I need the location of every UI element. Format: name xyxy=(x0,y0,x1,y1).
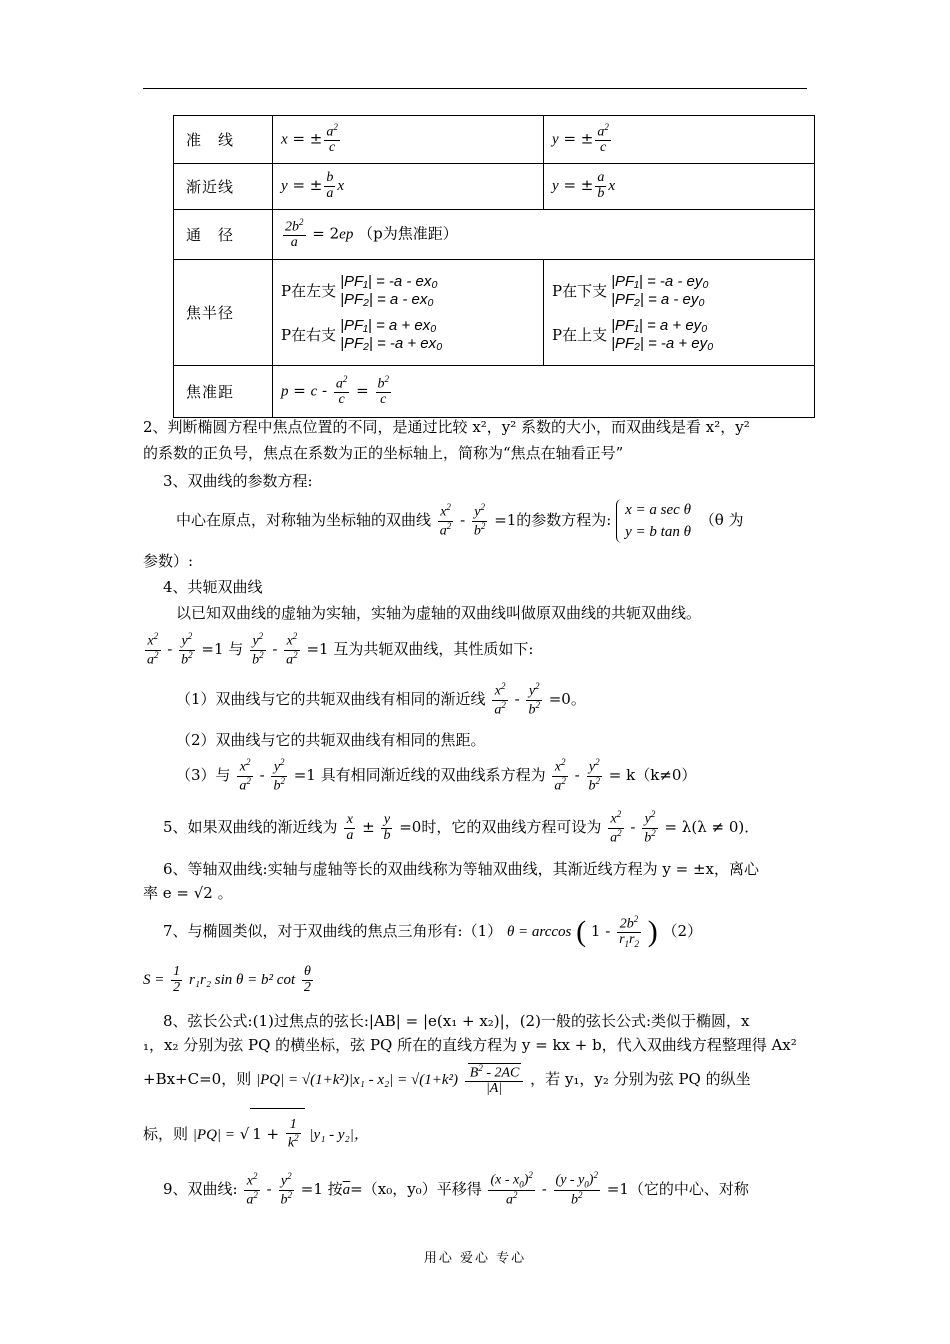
text: =1 具有相同渐近线的双曲线系方程为 xyxy=(293,766,546,784)
paragraph-4b: $\frac{x^2}{a^2}$ - $\frac{y^2}{b^2}$ =1 与 $\frac{y^2}{b^2}$ - $\frac{x^2}{a^2}$ =1 互为共轭双曲线，其性质如下: xyxy=(147,631,534,668)
paragraph-8c: +Bx+C=0，则 |PQ| = √(1+k²)|x₁ - x₂| = √(1+k²) $\frac{B^2 - 2AC}{|A|}$ ，若 y₁，y₂ 分别为弦 PQ 的纵坐 xyxy=(143,1062,751,1097)
vector-a: $\overline{a}$ xyxy=(342,1182,351,1198)
formula: |PF₂| = a - ex₀ xyxy=(340,290,434,308)
text: =1 与 xyxy=(201,640,244,658)
row-label: 焦准距 xyxy=(174,366,273,418)
table-row-latus-rectum xyxy=(174,210,815,260)
theta-formula: θ = arccos xyxy=(506,924,572,940)
directrix-left: x = ± $\frac{a^2}{c}$ xyxy=(273,116,544,164)
asymptote-right: y = ± $\frac{a}{b}$ x xyxy=(544,164,815,210)
param-x: x = a sec θ xyxy=(625,502,691,518)
table-row-focal-directrix xyxy=(174,366,815,418)
paragraph-8a: 8、弦长公式:(1)过焦点的弦长:|AB| = |e(x₁ + x₂)|，(2)一般的弦长公式:类似于椭圆，x xyxy=(163,1012,750,1030)
row-label: 焦半径 xyxy=(174,260,273,366)
text: = λ(λ ≠ 0)． xyxy=(664,818,760,836)
text: =0。 xyxy=(548,690,586,708)
table-row-asymptote xyxy=(174,164,815,210)
text: 5、如果双曲线的渐近线为 xyxy=(163,818,338,836)
param-y: y = b tan θ xyxy=(625,524,691,540)
text: =0时，它的双曲线方程可设为 xyxy=(399,818,602,836)
text: =1 按 xyxy=(300,1180,343,1198)
text: S = xyxy=(143,972,165,988)
paragraph-3d: 参数）: xyxy=(143,552,194,570)
paragraph-6a: 6、等轴双曲线:实轴与虚轴等长的双曲线称为等轴双曲线，其渐近线方程为 y = ±x，离心 xyxy=(163,860,759,878)
text: =1（它的中心、对称 xyxy=(606,1180,749,1198)
paragraph-6b: 率 e = √2 。 xyxy=(143,884,233,902)
text: |y₁ - y₂|， xyxy=(309,1127,369,1143)
latus-note: （p为焦准距） xyxy=(358,224,458,243)
formula: |PF₁| = a + ex₀ xyxy=(340,316,437,334)
focal-radius-right xyxy=(544,260,815,366)
text: r₁r₂ sin θ = b² cot xyxy=(188,972,296,988)
text: =1 xyxy=(306,640,329,658)
focal-radius-left xyxy=(273,260,544,366)
asymptote-left: y = ± $\frac{b}{a}$ x xyxy=(273,164,544,210)
table-row-focal-radius xyxy=(174,260,815,366)
paragraph-5: 5、如果双曲线的渐近线为 $\frac{x}{a}$ ± $\frac{y}{b}$ =0时，它的双曲线方程可设为 $\frac{x^2}{a^2}$ - $\frac{y^2}{b^2}$ = λ(λ ≠ 0)． xyxy=(163,809,760,846)
row-label: 通 径 xyxy=(174,210,273,260)
text: （2） xyxy=(662,922,703,940)
directrix-right: y = ± $\frac{a^2}{c}$ xyxy=(544,116,815,164)
text: =1的参数方程为: xyxy=(494,511,612,529)
cond: P在右支 xyxy=(281,326,337,344)
paragraph-8b: ₁，x₂ 分别为弦 PQ 的横坐标，弦 PQ 所在的直线方程为 y = kx + b，代入双曲线方程整理得 Ax² xyxy=(143,1036,797,1054)
text: 互为共轭双曲线，其性质如下: xyxy=(333,640,534,658)
text: = k（k≠0） xyxy=(608,766,697,784)
page-footer: 用心 爱心 专心 xyxy=(423,1251,527,1266)
paragraph-4c3: （3）与 $\frac{x^2}{a^2}$ - $\frac{y^2}{b^2}$ =1 具有相同渐近线的双曲线系方程为 $\frac{x^2}{a^2}$ - $\frac{y^2}{b^2}$ = k（k≠0） xyxy=(176,757,697,794)
formula: |PF₂| = a - ey₀ xyxy=(611,290,705,308)
text: ，若 y₁，y₂ 分别为弦 PQ 的纵坐 xyxy=(530,1070,751,1088)
paragraph-4c1: （1）双曲线与它的共轭双曲线有相同的渐近线 $\frac{x^2}{a^2}$ - $\frac{y^2}{b^2}$ =0。 xyxy=(176,681,586,718)
text: =（x₀，y₀）平移得 xyxy=(350,1180,482,1198)
paragraph-8e: 标，则 |PQ| = √ 1 + $\frac{1}{k^2}$ |y₁ - y₂|， xyxy=(143,1108,808,1158)
text: +Bx+C=0，则 xyxy=(143,1070,252,1088)
table-row-directrix xyxy=(174,116,815,164)
formula: |PF₁| = -a - ey₀ xyxy=(611,272,709,290)
row-label: 准 线 xyxy=(174,116,273,164)
latus-rectum-cell: $\frac{2b^2}{a}$ = 2ep （p为焦准距） xyxy=(273,210,815,260)
cond: P在上支 xyxy=(552,326,608,344)
text: 7、与椭圆类似，对于双曲线的焦点三角形有:（1） xyxy=(163,922,503,940)
text: 标，则 xyxy=(143,1125,189,1143)
paragraph-2a: 2、判断椭圆方程中焦点位置的不同，是通过比较 x²，y² 系数的大小，而双曲线是看 x²，y² xyxy=(143,418,750,436)
cond: P在下支 xyxy=(552,282,608,300)
paragraph-9: 9、双曲线: $\frac{x^2}{a^2}$ - $\frac{y^2}{b^2}$ =1 按$\overline{a}=(x_0$，y₀）平移得 $\frac{(x - x_0)^2}{a^2}$ - $\frac{(y - y_0)^2}{b^2}$ =1（它的中心、对称 xyxy=(163,1170,749,1208)
hyperbola-properties-table xyxy=(173,115,815,418)
text: （3）与 xyxy=(176,766,231,784)
param-system xyxy=(616,499,695,543)
row-label: 渐近线 xyxy=(174,164,273,210)
cond: P在左支 xyxy=(281,282,337,300)
formula: |PF₁| = a + ey₀ xyxy=(611,316,708,334)
paragraph-7: 7、与椭圆类似，对于双曲线的焦点三角形有:（1） θ = arccos ( 1 - $\frac{2b^2}{r_1r_2}$ ) （2） xyxy=(163,913,703,949)
focal-directrix-cell: p = c - $\frac{a^2}{c}$ = $\frac{b^2}{c}$ xyxy=(273,366,815,418)
formula: |PF₂| = -a + ex₀ xyxy=(340,334,443,352)
paragraph-4c2: （2）双曲线与它的共轭双曲线有相同的焦距。 xyxy=(176,731,486,749)
pq-formula-2: |PQ| = xyxy=(192,1127,235,1143)
text: 中心在原点，对称轴为坐标轴的双曲线 xyxy=(176,511,432,529)
paragraph-4a: 以已知双曲线的虚轴为实轴，实轴为虚轴的双曲线叫做原双曲线的共轭双曲线。 xyxy=(176,604,702,622)
paragraph-3: 3、双曲线的参数方程: xyxy=(163,472,313,490)
header-rule xyxy=(143,88,807,89)
text: （θ 为 xyxy=(699,511,744,529)
paragraph-3a: 中心在原点，对称轴为坐标轴的双曲线 $\frac{x^2}{a^2}$ - $\frac{y^2}{b^2}$ =1的参数方程为: x = a sec θ y = b tan θ （θ 为 xyxy=(143,492,841,548)
text: 9、双曲线: xyxy=(163,1180,238,1198)
pq-formula-1: |PQ| = √(1+k²)|x₁ - x₂| = √(1+k²) xyxy=(256,1072,458,1088)
area-formula: S = $\frac{1}{2}$ r₁r₂ sin θ = b² cot $\frac{\theta}{2}$ xyxy=(143,963,311,995)
formula: |PF₂| = -a + ey₀ xyxy=(611,334,714,352)
text: （1）双曲线与它的共轭双曲线有相同的渐近线 xyxy=(176,690,486,708)
paragraph-4: 4、共轭双曲线 xyxy=(163,578,263,596)
formula: |PF₁| = -a - ex₀ xyxy=(340,272,438,290)
paragraph-2b: 的系数的正负号，焦点在系数为正的坐标轴上，简称为“焦点在轴看正号” xyxy=(143,444,624,462)
